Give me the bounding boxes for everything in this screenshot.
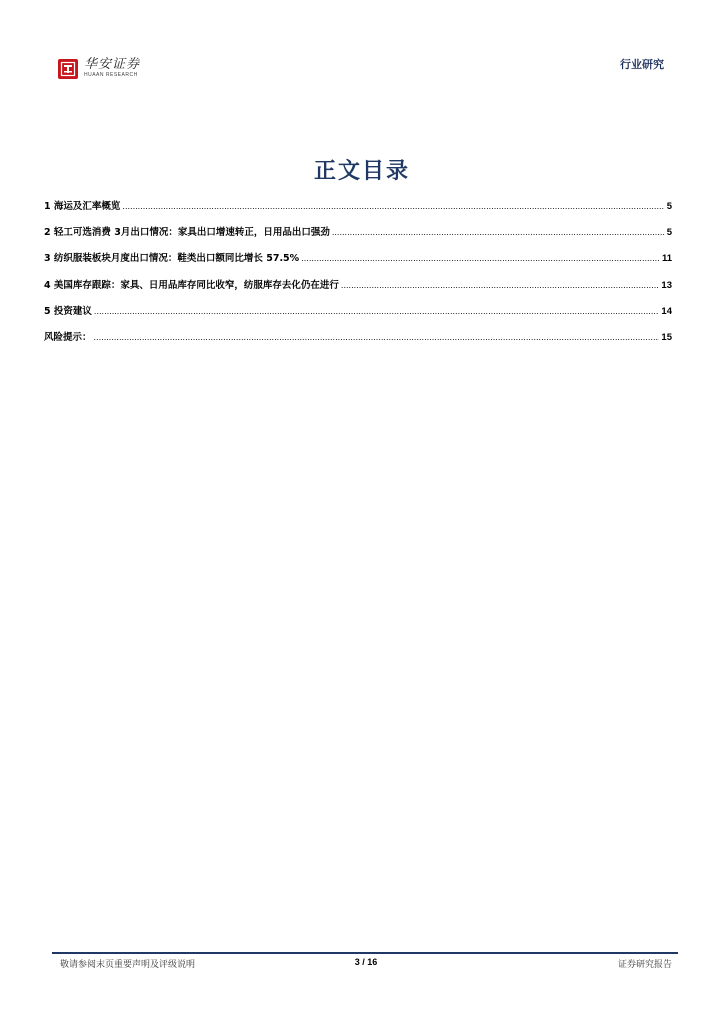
toc-entry[interactable] [44,329,672,355]
toc-title: 正文目录 [313,159,410,184]
toc-entry-page: 14 [661,305,672,317]
page-header [58,56,672,86]
company-logo [58,58,140,79]
toc-leader-dots [122,202,664,211]
toc-leader-dots [332,228,665,237]
toc-entry-text: 5 投资建议 [44,305,92,317]
toc-entry-page: 13 [661,279,672,291]
toc-entry-text: 3 纺织服装板块月度出口情况：鞋类出口额同比增长 57.5% [44,253,300,265]
toc-entry-page: 5 [666,227,672,239]
table-of-contents [44,198,672,355]
toc-entry[interactable] [44,303,672,329]
toc-entry-page: 5 [666,201,672,212]
toc-entry-text: 2 轻工可选消费 3月出口情况：家具出口增速转正，日用品出口强劲 [44,227,330,239]
footer-divider [52,952,678,954]
section-label: 行业研究 [620,58,664,71]
toc-leader-dots [94,333,660,342]
toc-leader-dots [94,307,660,316]
footer-disclaimer: 敬请参阅末页重要声明及评级说明 [60,960,196,970]
toc-entry-page: 15 [661,331,672,343]
toc-entry[interactable] [44,277,672,303]
toc-entry[interactable] [44,224,672,250]
logo-english-name: HUAAN RESEARCH [84,72,138,78]
footer-report-type: 证券研究报告 [617,960,672,970]
seal-icon [58,59,78,79]
page-number: 3 / 16 [354,957,378,967]
toc-entry-text: 1 海运及汇率概览 [44,201,121,212]
page-footer [60,957,672,971]
toc-entry-text: 4 美国库存跟踪：家具、日用品库存同比收窄，纺服库存去化仍在进行 [44,279,339,291]
toc-entry[interactable] [44,250,672,276]
toc-entry-page: 11 [661,253,672,265]
logo-chinese-name: 华安证券 [84,57,141,72]
toc-entry-text: 风险提示： [44,331,92,343]
toc-entry[interactable] [44,198,672,224]
toc-leader-dots [301,254,660,263]
toc-leader-dots [341,281,660,290]
